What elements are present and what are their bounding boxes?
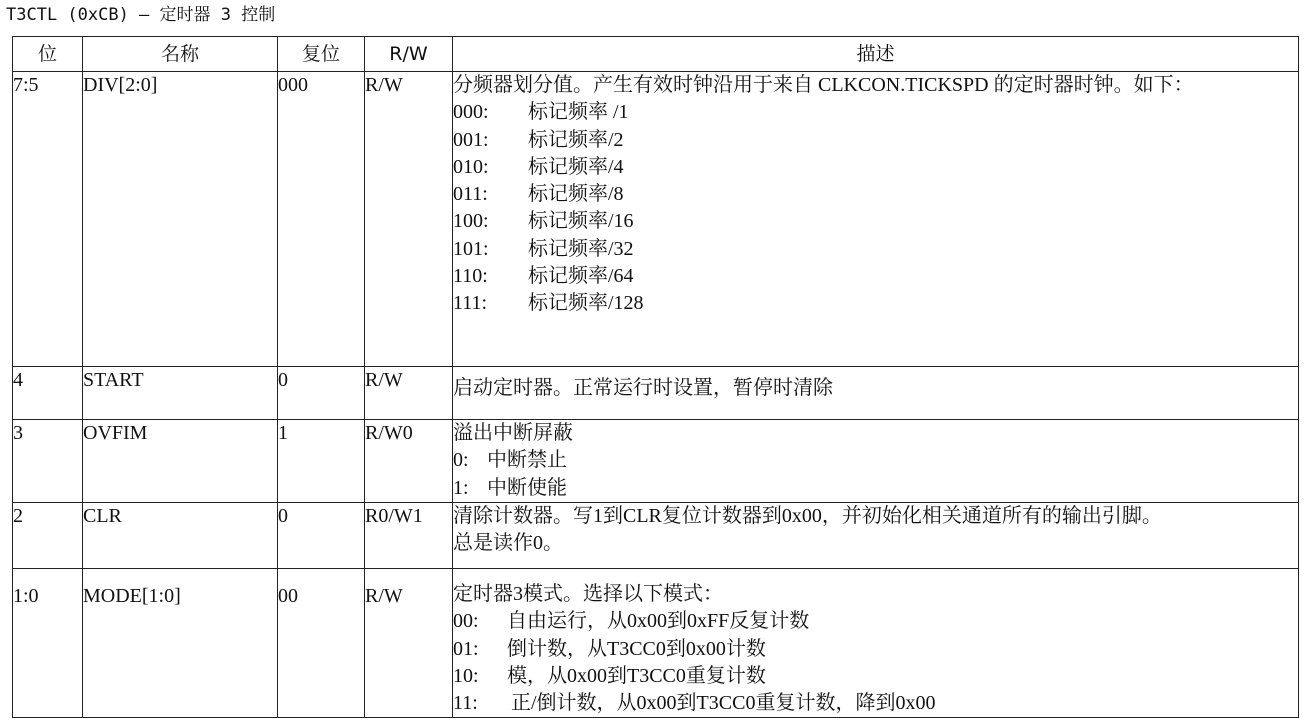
option-line xyxy=(453,475,1298,502)
option-code: 011: xyxy=(453,183,488,206)
reset-cell: 0 xyxy=(278,503,365,569)
column-header-description: 描述 xyxy=(453,37,1299,72)
name-cell: MODE[1:0] xyxy=(83,569,278,718)
reset-cell: 000 xyxy=(278,72,365,367)
description-text: 定时器3模式。选择以下模式： xyxy=(453,583,723,605)
option-code: 000: xyxy=(453,101,489,124)
description-text: 分频器划分值。产生有效时钟沿用于来自 CLKCON.TICKSPD 的定时器时钟。如下： xyxy=(453,74,1194,96)
description-text: 清除计数器。写1到CLR复位计数器到0x00，并初始化相关通道所有的输出引脚。 xyxy=(453,505,1162,527)
description-cell xyxy=(453,72,1299,367)
option-text: 倒计数，从T3CC0到0x00计数 xyxy=(507,637,766,660)
option-code: 101: xyxy=(453,237,489,260)
option-line xyxy=(453,608,1298,635)
reset-cell: 1 xyxy=(278,420,365,503)
option-code: 001: xyxy=(453,128,489,151)
option-text: 中断使能 xyxy=(487,476,567,499)
option-code: 0: xyxy=(453,449,469,472)
name-cell: START xyxy=(83,367,278,420)
option-code: 110: xyxy=(453,265,488,288)
option-text: 正/倒计数，从0x00到T3CC0重复计数，降到0x00 xyxy=(511,692,936,715)
option-line xyxy=(453,154,1298,181)
description-cell xyxy=(453,569,1299,718)
table-row-mode xyxy=(13,569,1299,718)
option-line xyxy=(453,690,1298,717)
table-row-start xyxy=(13,367,1299,420)
option-text: 标记频率/16 xyxy=(528,210,634,233)
name-cell: OVFIM xyxy=(83,420,278,503)
option-code: 11: xyxy=(453,692,478,715)
table-row-div xyxy=(13,72,1299,367)
option-text: 标记频率/2 xyxy=(528,128,624,151)
column-header-rw: R/W xyxy=(365,37,453,72)
rw-cell: R/W xyxy=(365,569,453,718)
option-text: 标记频率/8 xyxy=(528,183,624,206)
option-text: 标记频率/32 xyxy=(528,237,634,260)
rw-cell: R/W xyxy=(365,72,453,367)
bit-cell: 3 xyxy=(13,420,83,503)
rw-cell: R/W0 xyxy=(365,420,453,503)
option-code: 100: xyxy=(453,210,489,233)
option-code: 10: xyxy=(453,664,479,687)
option-code: 010: xyxy=(453,155,489,178)
description-text-line-2: 总是读作0。 xyxy=(453,532,563,555)
option-line xyxy=(453,290,1298,317)
option-line xyxy=(453,447,1298,474)
table-row-clr xyxy=(13,503,1299,569)
option-line xyxy=(453,127,1298,154)
description-text: 溢出中断屏蔽 xyxy=(453,422,573,444)
option-text: 标记频率 /1 xyxy=(528,101,629,124)
option-line xyxy=(453,99,1298,126)
option-line xyxy=(453,663,1298,690)
rw-cell: R/W xyxy=(365,367,453,420)
page-title: T3CTL (0xCB) – 定时器 3 控制 xyxy=(6,5,276,25)
bit-cell: 4 xyxy=(13,367,83,420)
rw-cell: R0/W1 xyxy=(365,503,453,569)
description-cell xyxy=(453,503,1299,569)
option-line xyxy=(453,208,1298,235)
table-header-row xyxy=(13,37,1299,72)
option-text: 标记频率/128 xyxy=(528,292,644,315)
bit-cell: 7:5 xyxy=(13,72,83,367)
option-code: 111: xyxy=(453,292,488,315)
option-code: 1: xyxy=(453,476,469,499)
name-cell: DIV[2:0] xyxy=(83,72,278,367)
option-text: 标记频率/64 xyxy=(528,265,634,288)
description-cell xyxy=(453,420,1299,503)
option-line xyxy=(453,636,1298,663)
bit-cell: 1:0 xyxy=(13,569,83,718)
option-line xyxy=(453,181,1298,208)
description-cell xyxy=(453,367,1299,420)
name-cell: CLR xyxy=(83,503,278,569)
column-header-reset: 复位 xyxy=(278,37,365,72)
column-header-name: 名称 xyxy=(83,37,278,72)
table-row-ovfim xyxy=(13,420,1299,503)
option-code: 00: xyxy=(453,610,479,633)
bit-cell: 2 xyxy=(13,503,83,569)
option-line xyxy=(453,263,1298,290)
column-header-bit: 位 xyxy=(13,37,83,72)
option-text: 模，从0x00到T3CC0重复计数 xyxy=(507,664,766,687)
register-table xyxy=(12,36,1299,718)
option-text: 自由运行，从0x00到0xFF反复计数 xyxy=(507,610,810,633)
option-text: 标记频率/4 xyxy=(528,155,624,178)
option-code: 01: xyxy=(453,637,479,660)
description-text: 启动定时器。正常运行时设置，暂停时清除 xyxy=(453,377,833,399)
reset-cell: 00 xyxy=(278,569,365,718)
reset-cell: 0 xyxy=(278,367,365,420)
option-line xyxy=(453,236,1298,263)
option-text: 中断禁止 xyxy=(487,449,567,472)
